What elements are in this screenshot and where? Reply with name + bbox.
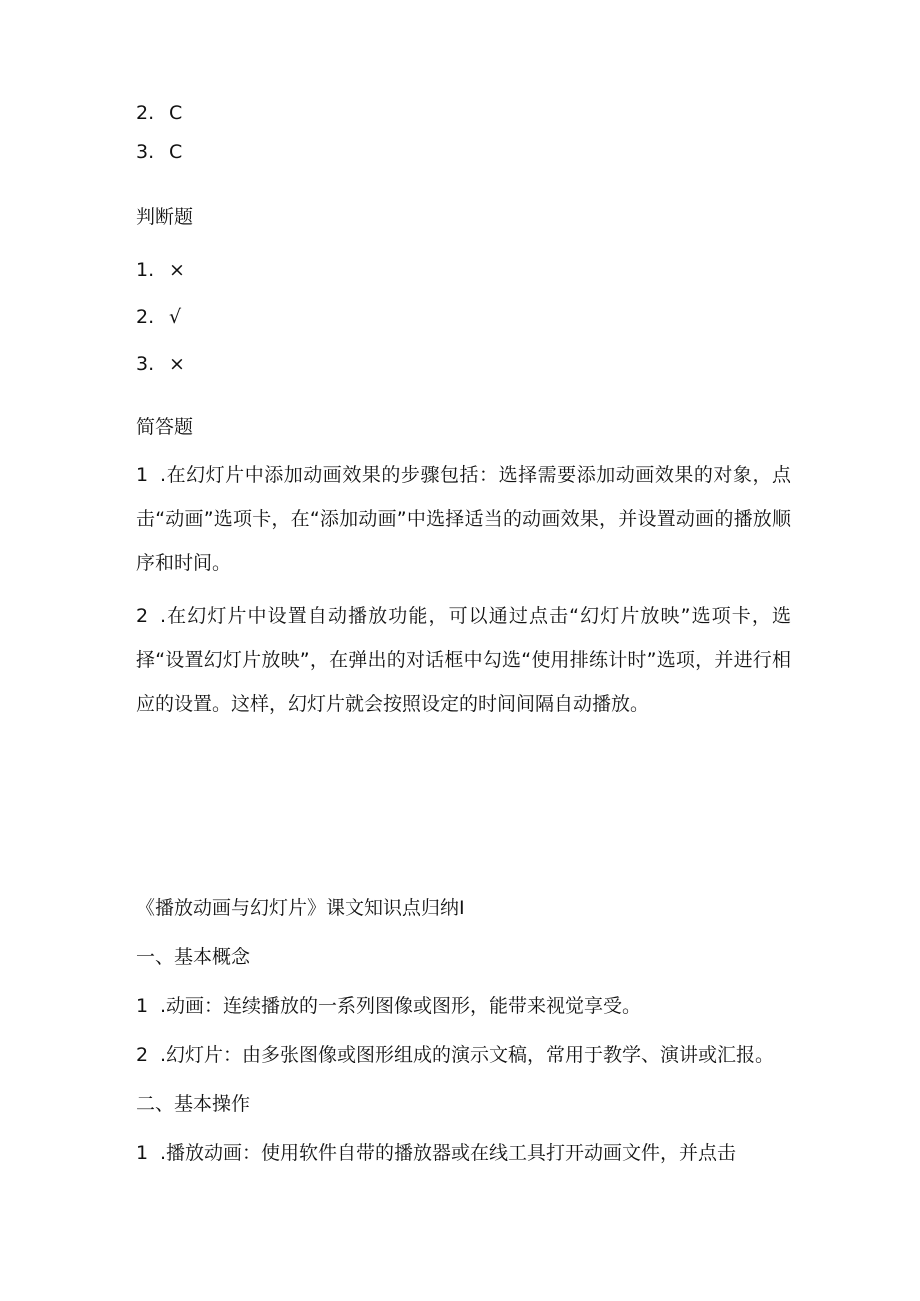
item-number: 1 [136,464,149,486]
choice-answer-2 [136,103,182,123]
item-number: 3. [136,353,155,375]
answer-value: × [169,259,185,281]
item-number: 1. [136,259,155,281]
short-answer-2 [136,594,791,726]
short-answer-heading: 简答题 [136,416,194,438]
section-heading-basic-operations: 二、基本操作 [136,1093,251,1115]
answer-value: C [169,102,183,124]
answer-value: × [169,353,185,375]
item-number: 2 [136,1044,149,1066]
answer-value: √ [169,306,182,328]
judgment-answer-3 [136,354,185,374]
item-number: 3. [136,141,155,163]
section-heading-basic-concepts: 一、基本概念 [136,946,251,968]
item-number: 1 [136,1142,149,1164]
concept-item-2 [136,1045,774,1065]
answer-text: .在幻灯片中设置自动播放功能，可以通过点击“幻灯片放映”选项卡，选择“设置幻灯片放映”，在弹出的对话框中勾选“使用排练计时”选项，并进行相应的设置。这样，幻灯片就会按照设定的时间间隔自动播放。 [136,605,791,715]
answer-value: C [169,141,183,163]
summary-title: 《播放动画与幻灯片》课文知识点归纳I [136,897,465,919]
operation-text: .播放动画：使用软件自带的播放器或在线工具打开动画文件，并点击 [160,1142,737,1164]
concept-text: .幻灯片：由多张图像或图形组成的演示文稿，常用于教学、演讲或汇报。 [160,1044,775,1066]
item-number: 2. [136,102,155,124]
concept-text: .动画：连续播放的一系列图像或图形，能带来视觉享受。 [160,995,642,1017]
operation-item-1 [136,1143,736,1163]
judgment-answer-2 [136,307,181,327]
answer-text: .在幻灯片中添加动画效果的步骤包括：选择需要添加动画效果的对象，点击“动画”选项卡，在“添加动画”中选择适当的动画效果，并设置动画的播放顺序和时间。 [136,464,791,574]
judgment-heading: 判断题 [136,206,194,228]
item-number: 2. [136,306,155,328]
item-number: 1 [136,995,149,1017]
choice-answer-3 [136,142,182,162]
item-number: 2 [136,605,149,627]
concept-item-1 [136,996,641,1016]
short-answer-1 [136,453,791,585]
judgment-answer-1 [136,260,185,280]
